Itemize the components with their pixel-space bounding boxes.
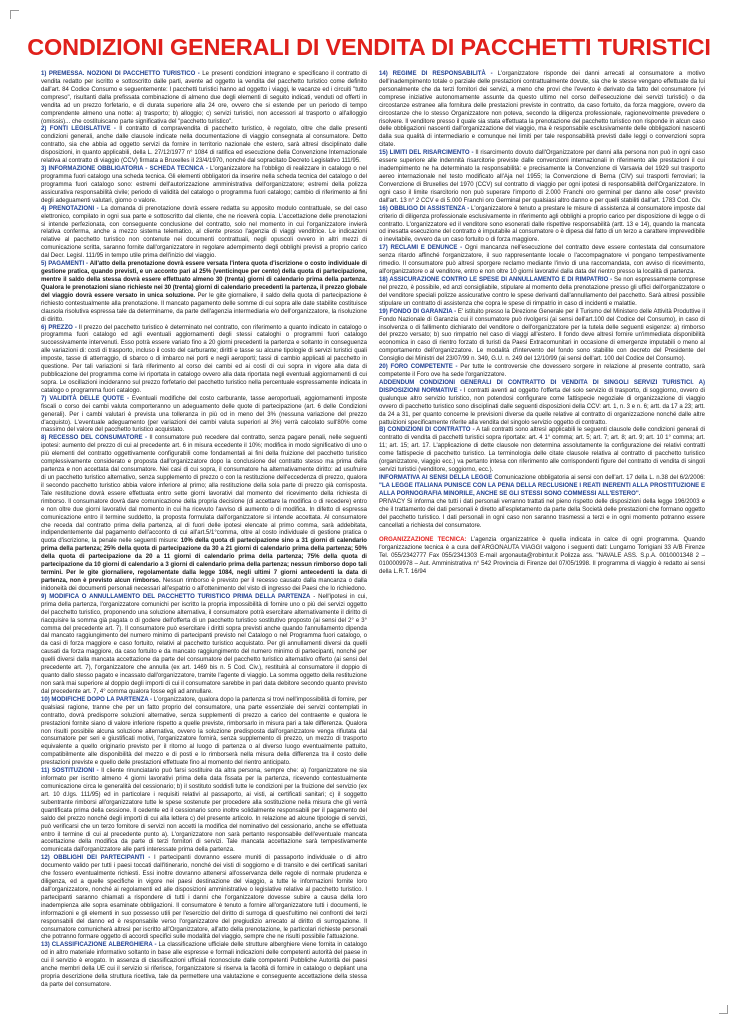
section-heading: 16) OBBLIGO DI ASSISTENZA -	[379, 205, 470, 212]
addendum-a-heading: A) DISPOSIZIONI NORMATIVE -	[379, 379, 706, 394]
organizer-heading: ORGANIZZAZIONE TECNICA:	[379, 537, 467, 544]
section-body: Le presenti condizioni integrano e specificano il contratto di vendita redatto per iscritto e sottoscritto dalle parti, avente ad oggetto la vendita del pacchetto turistico come definito dall'art. 84 Codice Consumo e seguentemente: I pacchetti turistici hanno ad oggetto i viaggi, le vacanze ed i circuiti "tutto compreso", risultanti dalla prefissata combinazione di almeno due degli elementi di seguito indicati, venduti od offerti in vendita ad un prezzo forfetario, e di durata superiore alla 24 ore, ovvero che si estende per un periodo di tempo comprendente almeno una notte: a) trasporto; b) alloggio; c) servizi turistici, non accessori al trasporto o all'alloggio (omissis)... che costituiscano parte significativa del "pacchetto turistico".	[41, 71, 367, 125]
crop-mark-top-left	[10, 10, 19, 19]
section-body-2: Nessun rimborso è previsto per il recesso causato dalla mancanza o dalla inidoneità dei documenti personali necessari all'espatrio o all'ottenimento del visto di ingresso dei Paesi che lo richiedono.	[41, 578, 367, 592]
crop-mark-bottom-right	[719, 1005, 728, 1014]
section-body: L'organizzatore ha l'obbligo di realizzare in catalogo o nel programma fuori catalogo una scheda tecnica. Gli elementi obbligatori da inserire nella scheda tecnica del catalogo o del programma fuori catalogo sono: estremi dell'autorizzazione amministrativa dell'organizzatore; estremi della polizza assicurativa responsabilità civile; periodo di validità del catalogo o programma fuori catalogo; cambio di riferimento ai fini degli adeguamenti valutari, giorno o valore.	[41, 166, 367, 204]
section-body: I partecipanti dovranno essere muniti di passaporto individuale o di altro documento valido per tutti i paesi toccati dall'itinerario, nonché dei visti di soggiorno e di transito e dei certificati sanitari che fossero eventualmente richiesti. Essi inoltre dovranno attenersi all'osservanza delle regole di normale prudenza e diligenza, ed a quelle specifiche in vigore nei paesi destinazione del viaggio, a tutte le informazioni fornite loro dall'organizzatore, nonché ai regolamenti ed alle disposizioni amministrative o legislative relative al pacchetto turistico. I partecipanti saranno chiamati a rispondere di tutti i danni che l'organizzatore dovesse subire a causa della loro inadempienza alle sopra esaminate obbligazioni. Il consumatore è tenuto a fornire all'organizzatore tutti i documenti, le informazioni e gli elementi in suo possesso utili per l'esercizio del diritto di surroga di quest'ultimo nei confronti dei terzi responsabili del danno ed è responsabile verso l'organizzatore del pregiudizio arrecato al diritto di surrogazione. Il consumatore comunicherà altresì per iscritto all'Organizzatore, all'atto della prenotazione, le particolari richieste personali che potranno formare oggetto di accordi specifici sulle modalità del viaggio, sempre che ne risulti possibile l'attuazione.	[41, 855, 367, 941]
section-20	[379, 364, 705, 380]
section-17	[379, 245, 705, 277]
section-body: Eventuali modifiche del costo carburante, tasse aeroportuali, aggiornamenti imposte fiscali o corso dei cambi valuta comporteranno un adeguamento delle quote di partecipazione (art. 6 delle Condizioni generali). Per i cambi valutari è prevista una tolleranza in più od in meno del 3% (nessuna variazione del prezzo d'acquisto). L'eventuale adeguamento (per variazioni dei cambi valuta superiori al 3%) verrà calcolato sull'80% come massimo del valore del pacchetto turistico acquistato.	[41, 395, 367, 434]
section-18	[379, 277, 705, 309]
addendum-label: ADDENDUM	[379, 379, 420, 386]
section-heading: 18) ASSICURAZIONE CONTRO LE SPESE DI ANNULLAMENTO E DI RIMPATRIO -	[379, 276, 613, 283]
page-title: CONDIZIONI GENERALI DI VENDITA DI PACCHETTI TURISTICI	[27, 34, 711, 60]
section-19	[379, 309, 705, 364]
section-heading: 12) OBBLIGHI DEI PARTECIPANTI -	[41, 855, 151, 862]
law-warning: "LA LEGGE ITALIANA PUNISCE CON LA PENA DELLA RECLUSIONE I REATI INERENTI ALLA PROSTITUZIONE E ALLA PORNOGRAFIA MINORILE, ANCHE SE GLI STESSI SONO COMMESSI ALL'ESTERO".	[379, 482, 705, 497]
addendum-b	[379, 427, 705, 475]
section-heading: 6) PREZZO -	[41, 324, 77, 331]
law-body: Comunicazione obbligatoria ai sensi con dell'art. 17 della L. n.38 del 6/2/2006:	[492, 475, 705, 482]
section-body: La classificazione ufficiale delle strutture alberghiere viene fornita in catalogo od in altro materiale informativo soltanto in base alle espresse e formali indicazioni delle competenti autorità del paese in cui il servizio è erogato. In assenza di classificazioni ufficiali riconosciute dalle competenti Pubbliche Autorità dei paesi anche membri della UE cui il servizio si riferisce, l'organizzatore si riserva la facoltà di fornire in catalogo o depliant una propria descrizione della struttura ricettiva, tale da permettere una valutazione e conseguente accettazione della stessa da parte del consumatore.	[41, 942, 367, 989]
section-8	[41, 435, 367, 593]
section-body: Per le gite giornaliere, il saldo della quota di partecipazione è richiesto contestualmente alla prenotazione. Il mancato pagamento delle somme di cui sopra alle date stabilite costituisce clausola risolutiva espressa tale da determinarne, da parte dell'agenzia intermediaria e/o dell'organizzatore, la risoluzione di diritto.	[41, 292, 367, 323]
law-notice	[379, 475, 705, 499]
section-body: Il risarcimento dovuto dall'Organizzatore per danni alla persona non può in ogni caso essere superiore alle indennità risarcitorie previste dalle convenzioni internazionali in riferimento alle prestazioni il cui inadempimento ne ha determinato la responsabilità: e precisamente la Convenzione di Varsavia del 1929 sul trasporto aereo internazionale nel testo modificato all'Aja nel 1955; la Convenzione di Berna (CIV) sui trasporti ferroviari; la Convenzione di Bruxelles del 1970 (CCV) sul contratto di viaggio per ogni ipotesi di responsabilità dell'Organizzatore. In ogni caso il limite risarcitorio non può superare l'importo di 2.000 Franchi oro germinal per danno alle cose* previsto dall'art. 13 n° 2 CCV e di 5.000 Franchi oro Germinal per qualsiasi altro danno e per quelli stabiliti dall'art. 1783 Cod. Civ.	[379, 150, 706, 204]
section-body: E' istituito presso la Direzione Generale per il Turismo del Ministero delle Attività Produttive il Fondo Nazionale di Garanzia cui il consumatore può rivolgersi (ai sensi dell'art.100 del Codice del Consumo), in caso di insolvenza o di fallimento dichiarato del venditore o dell'organizzatore per la tutela delle seguenti esigenze: a) rimborso del prezzo versato; b) suo rimpatrio nel caso di viaggi all'estero. Il fondo deve altresì fornire un'immediata disponibilità economica in caso di rientro forzato di turisti da Paesi Extracomunitari in occasione di emergenze imputabili o meno al comportamento dell'organizzatore. Le modalità d'intervento del fondo sono stabilite con decreto del Presidente del Consiglio dei Ministri del 23/07/99 n. 349, G.U. n. 249 del 12/10/99 (ai sensi dell'art. 100 del Codice del Consumo).	[379, 308, 705, 363]
addendum-title: CONDIZIONI GENERALI DI CONTRATTO DI VENDITA DI SINGOLI SERVIZI TURISTICI.	[419, 379, 694, 386]
section-14	[379, 71, 705, 150]
section-3	[41, 166, 367, 206]
section-bold-text: All'atto della prenotazione dovrà essere versata l'intera quota d'iscrizione o costo individuale di gestione pratica, quando previsti, e un acconto pari al 25% (venticinque per cento) della quota di partecipazione, mentre il saldo della stessa dovrà essere effettuato almeno 30 (trenta) giorni di calendario prima della partenza. Qualora le prenotazioni siano richieste nei 30 (trenta) giorni di calendario precedenti la partenza, il prezzo globale del viaggio dovrà essere versato in unica soluzione.	[41, 261, 367, 299]
section-body: Se non espressamente comprese nel prezzo, è possibile, ed anzi consigliabile, stipulare al momento della prenotazione presso gli uffici dell'organizzatore o del venditore speciali polizze assicurative contro le spese derivanti dall'annullamento del pacchetto. Sarà altresì possibile stipulare un contratto di assistenza che copra le spese di rimpatrio in caso di incidenti e malattie.	[379, 276, 705, 307]
section-heading: 20) FORO COMPETENTE -	[379, 364, 458, 371]
section-9	[41, 594, 367, 697]
section-body: Il consumatore può recedere dal contratto, senza pagare penali, nelle seguenti ipotesi: aumento del prezzo di cui al precedente art. 6 in misura eccedente il 10%; modifica in modo significativo di uno o più elementi del contratto oggettivamente configurabili come fondamentali ai fini della fruizione del pacchetto turistico complessivamente considerato e proposta dall'organizzatore dopo la conclusione del contratto stesso ma prima della partenza e non accettata dal consumatore. Nei casi di cui sopra, il consumatore ha alternativamente diritto: ad usufruire di un pacchetto turistico alternativo, senza supplemento di prezzo o con la restituzione dell'eccedenza di prezzo, qualora il secondo pacchetto turistico abbia valore inferiore al primo; alla restituzione della sola parte di prezzo già corrisposta. Tale restituzione dovrà essere effettuata entro sette giorni lavorativi dal momento del ricevimento della richiesta di rimborso. Il consumatore dovrà dare comunicazione della propria decisione (di accettare la modifica o di recedere) entro e non oltre due giorni lavorativi dal momento in cui ha ricevuto l'avviso di aumento o di modifica. In difetto di espressa comunicazione entro il termine suddetto, la proposta formulata dall'organizzatore si intende accettata. Al consumatore che receda dal contratto prima della partenza, al di fuori delle ipotesi elencate al primo comma, sarà addebitata, indipendentemente dal pagamento dell'acconto di cui all'art.5/1°comma, oltre al costo individuale di gestione pratica o quota d'iscrizione, la penale nelle seguenti misure:	[41, 435, 367, 545]
privacy-notice: PRIVACY Si informa che tutti i dati personali verranno trattati nel pieno rispetto delle disposizioni della legge 196/2003 e che il trattamento dei dati personali è diretto all'espletamento da parte della Società delle prestazioni che formano oggetto del pacchetto turistico. I dati personali in ogni caso non saranno trasmessi a terzi e in ogni momento potranno essere cancellati a richiesta del consumatore.	[379, 498, 705, 529]
section-body: L'organizzatore risponde dei danni arrecati al consumatore a motivo dell'inadempimento totale o parziale delle prestazioni contrattualmente dovute, sia che le stesse vengano effettuate da lui personalmente che da terzi fornitori dei servizi, a meno che provi che l'evento è derivato da fatto del consumatore (vi comprese iniziative autonomamente assunte da questo ultimo nel corso dell'esecuzione dei servizi turistici) o da circostanze estranee alla fornitura delle prestazioni previste in contratto, da caso fortuito, da forza maggiore, ovvero da circostanze che lo stesso Organizzatore non poteva, secondo la diligenza professionale, ragionevolmente prevedere o risolvere. Il venditore presso il quale sia stata effettuata la prenotazione del pacchetto turistico non risponde in alcun caso delle obbligazioni nascenti dall'organizzazione del viaggio, ma è responsabile esclusivamente delle obbligazioni nascenti dalla sua qualità di intermediario e comunque nei limiti per tale responsabilità previsti dalle leggi o convenzioni sopra citate.	[379, 71, 706, 149]
section-heading: 19) FONDO DI GARANZIA -	[379, 308, 457, 315]
section-heading: 1) PREMESSA. NOZIONI DI PACCHETTO TURISTICO -	[41, 71, 200, 77]
section-body: - Nell'ipotesi in cui, prima della partenza, l'organizzatore comunichi per iscritto la propria impossibilità di fornire uno o più dei servizi oggetto del pacchetto turistico, proponendo una soluzione alternativa, il consumatore potrà esercitare alternativamente il diritto di riacquisire la somma già pagata o di godere dell'offerta di un pacchetto turistico sostitutivo proposto (ai sensi del 2° e 3° comma del precedente art. 7). Il consumatore può esercitare i diritti sopra previsti anche quando l'annullamento dipenda dal mancato raggiungimento del numero minimo di partecipanti previsto nel Catalogo o nel Programma fuori catalogo, o da casi di forza maggiore e caso fortuito, relativi al pacchetto turistico acquistato. Per gli annullamenti diversi da quelli causati da forza maggiore, da caso fortuito e da mancato raggiungimento del numero minimo di partecipanti, nonché per quelli diversi dalla mancata accettazione da parte del consumatore del pacchetto turistico alternativo offerto (ai sensi del precedente art. 7), l'organizzatore che annulla (ex art. 1469 bis n. 5 Cod. Civ.), restituirà al consumatore il doppio di quanto dallo stesso pagato e incassato dall'organizzatore, tramite l'agente di viaggio. La somma oggetto della restituzione non sarà mai superiore al doppio degli importi di cui il consumatore sarebbe in pari data debitore secondo quanto previsto dal precedente art. 7, 4° comma qualora fosse egli ad annullare.	[41, 593, 368, 695]
section-body: L'organizzatore, qualora dopo la partenza si trovi nell'impossibilità di fornire, per qualsiasi ragione, tranne che per un fatto proprio del consumatore, una parte essenziale dei servizi contemplati in contratto, dovrà predisporre soluzioni alternative, senza supplementi di prezzo a carico del contraente e qualora le prestazioni fornite siano di valore inferiore rispetto a quelle previste, rimborsarlo in misura pari a tale differenza. Qualora non risulti possibile alcuna soluzione alternativa, ovvero la soluzione predisposta dall'organizzatore venga rifiutata dal consumatore per seri e giustificati motivi, l'organizzatore fornirà, senza supplemento di prezzo, un mezzo di trasporto equivalente a quello originario previsto per il ritorno al luogo di partenza o al diverso luogo eventualmente pattuito, compatibilmente alle disponibilità del mezzo e di posti e lo rimborserà nella misura della differenza tra il costo delle prestazioni previste e quello delle prestazioni effettuate fino al momento del rientro anticipato.	[41, 696, 367, 767]
section-body: Il contratto di compravendita di pacchetto turistico, è regolato, oltre che dalle presenti condizioni generali, anche dalle clausole indicate nella documentazione di viaggio consegnata al consumatore. Detto contratto, sia che abbia ad oggetto servizi da fornire in territorio nazionale che estero, sarà altresì disciplinato dalle disposizioni, in quanto applicabili, della L. 27/12/1977 n° 1084 di ratifica ed esecuzione della Convenzione Internazionale relativa al contratto di viaggio (CCV) firmata a Bruxelles il 23/4/1970, nonché dal sopracitato Decreto Legislativo 111/95.	[41, 126, 367, 165]
section-body: Ogni mancanza nell'esecuzione del contratto deve essere contestata dal consumatore senza ritardo affinché l'organizzatore, il suo rappresentante locale o l'accompagnatore vi pongano tempestivamente rimedio. Il consumatore può altresì sporgere reclamo mediante l'invio di una raccomandata, con avviso di ricevimento, all'organizzatore o al venditore, entro e non oltre 10 giorni lavorativi dalla data del rientro presso la località di partenza.	[379, 245, 706, 276]
section-11	[41, 768, 367, 855]
section-heading: 11) SOSTITUZIONI -	[41, 768, 99, 775]
section-body: Il cliente rinunciatario può farsi sostituire da altra persona, sempre che: a) l'organizzatore ne sia informato per iscritto almeno 4 giorni lavorativi prima della data fissata per la partenza, ricevendo contestualmente comunicazione circa le generalità del cessionario; b) il sostituto soddisfi tutte le condizioni per la fruizione del servizio (ex art. 10 d.lgs. 111/95) ed in particolare i requisiti relativi al passaporto, ai visti, ai certificati sanitari; c) il soggetto subentrante rimborsi all'organizzatore tutte le spese sostenute per procedere alla sostituzione nella misura che gli verrà quantificata prima della cessione. Il cedente ed il cessionario sono inoltre solidalmente responsabili per il pagamento del saldo del prezzo nonché degli importi di cui alla lettera c) del presente articolo. In relazione ad alcune tipologie di servizi, può verificarsi che un terzo fornitore di servizi non accetti la modifica del nominativo del cessionario, anche se effettuata entro il termine di cui al precedente punto a). L'organizzatore non sarà pertanto responsabile dell'eventuale mancata accettazione della modifica da parte di terzi fornitori di servizi. Tale mancata accettazione sarà tempestivamente comunicata dall'organizzatore alle parti interessate prima della partenza.	[41, 768, 368, 854]
section-12	[41, 855, 367, 942]
section-heading: 9) MODIFICA O ANNULLAMENTO DEL PACCHETTO TURISTICO PRIMA DELLA PARTENZA	[41, 593, 311, 600]
section-6	[41, 325, 367, 396]
section-heading: 17) RECLAMI E DENUNCE -	[379, 245, 463, 252]
section-heading: 8) RECESSO DEL CONSUMATORE -	[41, 435, 148, 442]
law-heading: INFORMATIVA AI SENSI DELLA LEGGE	[379, 475, 493, 482]
section-5	[41, 261, 367, 324]
section-heading: 7) VALIDITÀ DELLE QUOTE -	[41, 395, 129, 402]
section-heading: 10) MODIFICHE DOPO LA PARTENZA -	[41, 696, 153, 703]
section-4	[41, 206, 367, 261]
section-heading: 3) INFORMAZIONE OBBLIGATORIA - SCHEDA TECNICA -	[41, 166, 208, 173]
section-bold-text: 10% della quota di partecipazione sino a 31 giorni di calendario prima della partenza; 25% della quota di partecipazione da 30 a 21 giorni di calendario prima della partenza; 50% della quota di partecipazione da 20 a 11 giorni di calendario prima della partenza; 75% della quota di partecipazione da 10 giorni di calendario a 3 giorni di calendario prima della partenza; nessun rimborso dopo tali termini. Per le gite giornaliere, regolamentate dalla legge 1084, negli ultimi 7 giorni antecedenti la data di partenza, non è previsto alcun rimborso.	[41, 538, 367, 584]
section-heading: 5) PAGAMENTI -	[41, 261, 89, 268]
section-body: Per tutte le controversie che dovessero sorgere in relazione al presente contratto, sarà competente il Foro ove ha sede l'organizzatore.	[379, 364, 705, 379]
section-2	[41, 126, 367, 166]
section-7	[41, 396, 367, 436]
section-10	[41, 697, 367, 768]
addendum	[379, 380, 705, 428]
section-13	[41, 942, 367, 990]
section-body: Il prezzo del pacchetto turistico è determinato nel contratto, con riferimento a quanto indicato in catalogo o programma fuori catalogo ed agli eventuali aggiornamenti degli stessi cataloghi o programmi fuori catalogo successivamente intervenuti. Esso potrà essere variato fino a 20 giorni precedenti la partenza e soltanto in conseguenza alle variazioni di: costi di trasporto, incluso il costo del carburante; diritti e tasse su alcune tipologie di servizi turistici quali imposte, tasse di atterraggio, di sbarco o di imbarco nei porti e negli aeroporti; tassi di cambio applicati al pacchetto in questione. Per tali variazioni si farà riferimento al corso dei cambi ed ai costi di cui sopra in vigore alla data di pubblicazione del programma come ivi riportata in catalogo ovvero alla data riportata negli eventuali aggiornamenti di cui sopra. Le oscillazioni incideranno sul prezzo forfetario del pacchetto turistico nella percentuale espressamente indicata in catalogo o programma fuori catalogo.	[41, 324, 367, 394]
conditions-text	[41, 71, 705, 1003]
section-heading: 4) PRENOTAZIONI -	[41, 205, 99, 212]
addendum-b-body: A tali contratti sono altresì applicabili le seguenti clausole delle condizioni generali di contratto di vendita di pacchetti turistici sopra riportate: art. 4 1° comma; art. 5; art. 7; art. 8; art. 9; art. 10 1° comma; art. 11; art. 15; art. 17. L'applicazione di dette clausole non determina assolutamente la configurazione dei relativi contratti come fattispecie di pacchetto turistico. La terminologia delle citate clausole relativa al contratto di pacchetto turistico (organizzatore, viaggio ecc.) va pertanto intesa con riferimento alle corrispondenti figure del contratto di vendita di singoli servizi turistici (venditore, soggiorno, ecc.).	[379, 427, 705, 474]
section-1	[41, 71, 367, 126]
addendum-b-heading: B) CONDIZIONI DI CONTRATTO -	[379, 427, 475, 434]
organizer-notice	[379, 537, 705, 577]
section-heading: 2) FONTI LEGISLATIVE -	[41, 126, 116, 133]
section-heading: 14) REGIME DI RESPONSABILITÀ -	[379, 71, 493, 77]
section-body: L'organizzatore è tenuto a prestare le misure di assistenza al consumatore imposte dal criterio di diligenza professionale esclusivamente in riferimento agli obblighi a proprio carico per disposizione di legge o di contratto. L'organizzatore ed il venditore sono esonerati dalle rispettive responsabilità (artt. 13 e 14), quando la mancata od inesatta esecuzione del contratto è imputabile al consumatore o è dipesa dal fatto di un terzo a carattere imprevedibile o inevitabile, ovvero da un caso fortuito o di forza maggiore.	[379, 205, 705, 244]
section-heading: 15) LIMITI DEL RISARCIMENTO -	[379, 150, 474, 157]
section-15	[379, 150, 705, 205]
section-16	[379, 206, 705, 246]
section-heading: 13) CLASSIFICAZIONE ALBERGHIERA -	[41, 942, 157, 949]
section-body: La domanda di prenotazione dovrà essere redatta su apposito modulo contrattuale, se del caso elettronico, compilato in ogni sua parte e sottoscritto dal cliente, che ne riceverà copia. L'accettazione delle prenotazioni si intende perfezionata, con conseguente conclusione del contratto, solo nel momento in cui l'organizzatore invierà relativa conferma, anche a mezzo sistema telematico, al cliente presso l'agenzia di viaggi venditrice. Le indicazioni relative al pacchetto turistico non contenute nei documenti contrattuali, negli opuscoli ovvero in altri mezzi di comunicazione scritta, saranno fornite dall'organizzatore in regolare adempimento degli obblighi previsti a proprio carico dal Decr. Legisl. 111/95 in tempo utile prima dell'inizio del viaggio.	[41, 205, 367, 260]
addendum-a-body: I contratti aventi ad oggetto l'offerta del solo servizio di trasporto, di soggiorno, ovvero di qualunque altro servizio turistico, non potendosi configurare come fattispecie negoziale di organizzazione di viaggio ovvero di pacchetto turistico sono disciplinati dalle seguenti disposizioni della CCV: art. 1, n. 3 e n. 6; artt. da 17 a 23; artt. da 24 a 31, per quanto concerne le previsioni diverse da quelle relative al contratto di organizzazione nonché dalle altre pattuizioni specificamente riferite alla vendita del singolo servizio oggetto di contratto.	[379, 387, 705, 426]
organizer-body: L'agenzia organizzatrice è quella indicata in calce di ogni programma. Quando l'organizzazione tecnica è a cura dell'ARGONAUTA VIAGGI valgono i seguenti dati: Lungarno Torrigiani 33 A/B Firenze Tel. 055/2342777 Fax 055/2341303 E-mail argonauta@robintur.it Polizza ass. "NAVALE ASS. S.p.A. 0010001348 2 – 0100009978 – Aut. Amministrativa n° 542 Provincia di Firenze del 07/05/1998. Il programma di viaggio è redatto ai sensi della L.R.T. 16/94	[379, 537, 705, 576]
